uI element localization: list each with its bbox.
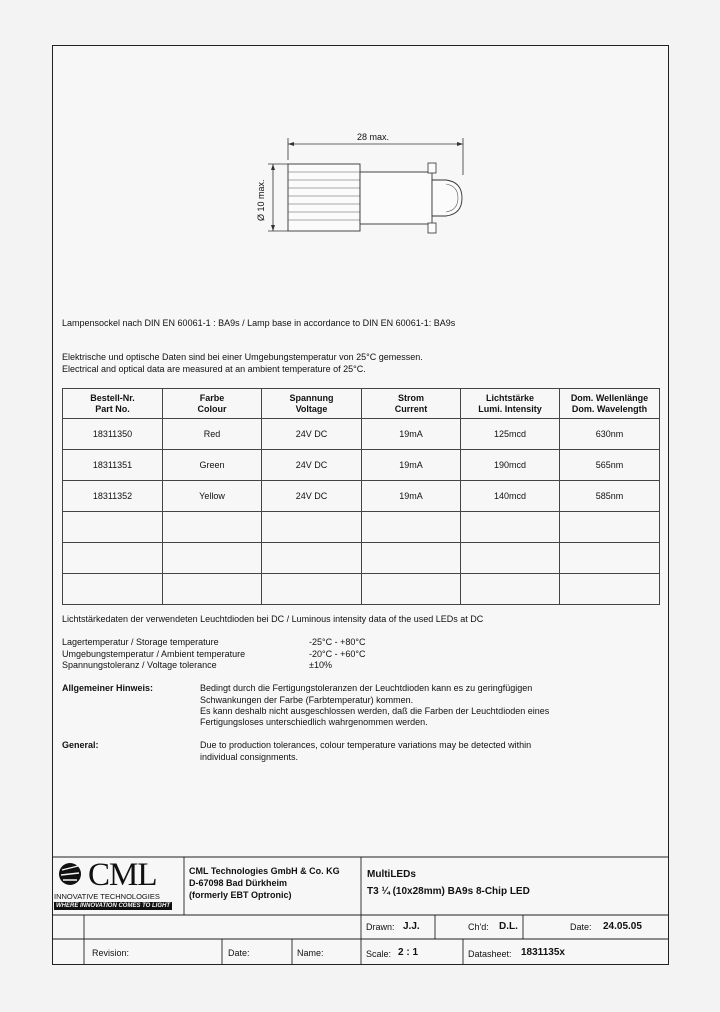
logo-subtitle: INNOVATIVE TECHNOLOGIES — [54, 892, 160, 901]
company-former: (formerly EBT Optronic) — [189, 890, 292, 900]
spec-label-ambient: Umgebungstemperatur / Ambient temperature — [62, 649, 246, 659]
spec-label-storage: Lagertemperatur / Storage temperature — [62, 637, 219, 647]
date-label: Date: — [570, 922, 592, 932]
company-name: CML Technologies GmbH & Co. KG — [189, 866, 340, 876]
general-label: General: — [62, 740, 99, 750]
spec-value-ambient: -20°C - +60°C — [309, 649, 366, 659]
cell-current: 19mA — [362, 450, 461, 481]
cell-current: 19mA — [362, 419, 461, 450]
product-line-2: T3 ¼ (10x28mm) BA9s 8-Chip LED — [367, 886, 530, 897]
cell-part-no: 18311352 — [63, 481, 163, 512]
header-part-no: Bestell-Nr. Part No. — [63, 389, 163, 419]
header-intensity: Lichtstärke Lumi. Intensity — [461, 389, 560, 419]
cell-colour: Green — [163, 450, 262, 481]
scale-value: 2 : 1 — [398, 947, 419, 958]
dim-length-label: 28 max. — [357, 132, 390, 142]
spec-value-voltage: ±10% — [309, 660, 332, 670]
cell-colour: Yellow — [163, 481, 262, 512]
hinweis-line: Es kann deshalb nicht ausgeschlossen werden, daß die Farben der Leuchtdioden eines — [200, 706, 550, 716]
cell-voltage: 24V DC — [262, 419, 362, 450]
hinweis-line: Schwankungen der Farbe (Farbtemperatur) kommen. — [200, 695, 414, 705]
revision-name-label: Name: — [297, 948, 324, 958]
spec-label-voltage: Spannungstoleranz / Voltage tolerance — [62, 660, 217, 670]
logo-tagline: WHERE INNOVATION COMES TO LIGHT — [56, 903, 170, 909]
datasheet-label: Datasheet: — [468, 949, 512, 959]
spec-value-storage: -25°C - +80°C — [309, 637, 366, 647]
cell-wavelength: 630nm — [560, 419, 660, 450]
intensity-note: Lichtstärkedaten der verwendeten Leuchtdioden bei DC / Luminous intensity data of the used LEDs at DC — [62, 614, 484, 624]
cell-part-no: 18311351 — [63, 450, 163, 481]
datasheet-value: 1831135x — [521, 947, 565, 958]
hinweis-line: Bedingt durch die Fertigungstoleranzen der Leuchtdioden kann es zu geringfügigen — [200, 683, 533, 693]
drawn-value: J.J. — [403, 921, 420, 932]
dim-diameter-label: Ø 10 max. — [256, 179, 266, 221]
header-colour: Farbe Colour — [163, 389, 262, 419]
product-line-1: MultiLEDs — [367, 869, 416, 880]
cell-voltage: 24V DC — [262, 450, 362, 481]
checked-label: Ch'd: — [468, 922, 489, 932]
drawn-label: Drawn: — [366, 922, 395, 932]
hinweis-line: Fertigungsloses unterschiedlich wahrgenommen werden. — [200, 717, 428, 727]
cell-wavelength: 565nm — [560, 450, 660, 481]
cell-part-no: 18311350 — [63, 419, 163, 450]
measure-note-en: Electrical and optical data are measured at an ambient temperature of 25°C. — [62, 364, 366, 374]
cell-intensity: 190mcd — [461, 450, 560, 481]
cell-intensity: 125mcd — [461, 419, 560, 450]
logo-text: CML — [88, 857, 157, 893]
date-value: 24.05.05 — [603, 921, 642, 932]
company-address: D-67098 Bad Dürkheim — [189, 878, 288, 888]
cell-intensity: 140mcd — [461, 481, 560, 512]
cell-wavelength: 585nm — [560, 481, 660, 512]
base-standard-text: Lampensockel nach DIN EN 60061-1 : BA9s / Lamp base in accordance to DIN EN 60061-1: BA9s — [62, 318, 456, 328]
header-voltage: Spannung Voltage — [262, 389, 362, 419]
cell-colour: Red — [163, 419, 262, 450]
hinweis-label: Allgemeiner Hinweis: — [62, 683, 154, 693]
revision-label: Revision: — [92, 948, 130, 958]
cell-current: 19mA — [362, 481, 461, 512]
revision-date-label: Date: — [228, 948, 250, 958]
general-line: individual consignments. — [200, 752, 299, 762]
cell-voltage: 24V DC — [262, 481, 362, 512]
scale-label: Scale: — [366, 949, 392, 959]
general-line: Due to production tolerances, colour temperature variations may be detected within — [200, 740, 532, 750]
header-current: Strom Current — [362, 389, 461, 419]
measure-note-de: Elektrische und optische Daten sind bei einer Umgebungstemperatur von 25°C gemessen. — [62, 352, 423, 362]
header-wavelength: Dom. Wellenlänge Dom. Wavelength — [560, 389, 660, 419]
checked-value: D.L. — [499, 921, 518, 932]
